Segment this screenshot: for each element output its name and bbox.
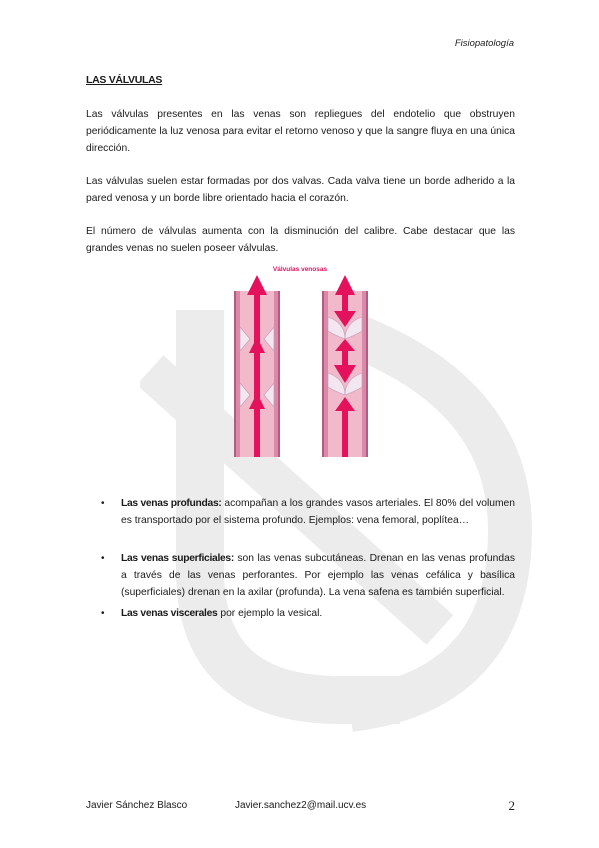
vein-types-list	[86, 495, 515, 622]
list-item	[86, 495, 515, 529]
header-subject: Fisiopatología	[454, 38, 514, 49]
figure-title: Válvulas venosas	[272, 266, 328, 273]
list-item	[86, 550, 515, 601]
list-item-term: Las venas superficiales:	[121, 553, 234, 564]
footer-email: Javier.sanchez2@mail.ucv.es	[235, 800, 367, 811]
closed-valve-vein	[322, 275, 368, 457]
footer-author: Javier Sánchez Blasco	[86, 800, 188, 811]
list-item-text: acompañan a los grandes vasos arteriales. El 80% del volumen es transportado por el sistema profundo. Ejemplos: vena femoral, poplítea…	[121, 498, 515, 526]
valve-diagram	[230, 261, 370, 457]
list-item	[86, 605, 515, 622]
paragraph-1: Las válvulas presentes en las venas son repliegues del endotelio que obstruyen periódicamente la luz venosa para evitar el retorno venoso y que la sangre fluya en una única dirección.	[86, 109, 515, 154]
bullet-icon: •	[101, 498, 105, 509]
bullet-icon: •	[101, 553, 105, 564]
list-item-term: Las venas viscerales	[121, 608, 218, 619]
list-item-text: por ejemplo la vesical.	[217, 608, 323, 619]
valve-figure	[86, 261, 515, 457]
page-number: 2	[508, 798, 515, 813]
list-item-text: son las venas subcutáneas. Drenan en las venas profundas a través de las venas perforantes. Por ejemplo las venas cefálica y basílica (superficiales) drenan en la axilar (profunda). La vena safena es también superficial.	[121, 553, 515, 598]
bullet-icon: •	[101, 608, 105, 619]
paragraph-2: Las válvulas suelen estar formadas por dos valvas. Cada valva tiene un borde adherido a la pared venosa y un borde libre orientado hacia el corazón.	[86, 176, 515, 204]
section-title: LAS VÁLVULAS	[86, 74, 163, 86]
page-content	[86, 72, 515, 626]
paragraph-3: El número de válvulas aumenta con la disminución del calibre. Cabe destacar que las grandes venas no suelen poseer válvulas.	[86, 226, 515, 254]
list-item-term: Las venas profundas:	[121, 498, 222, 509]
open-valve-vein	[234, 275, 280, 457]
